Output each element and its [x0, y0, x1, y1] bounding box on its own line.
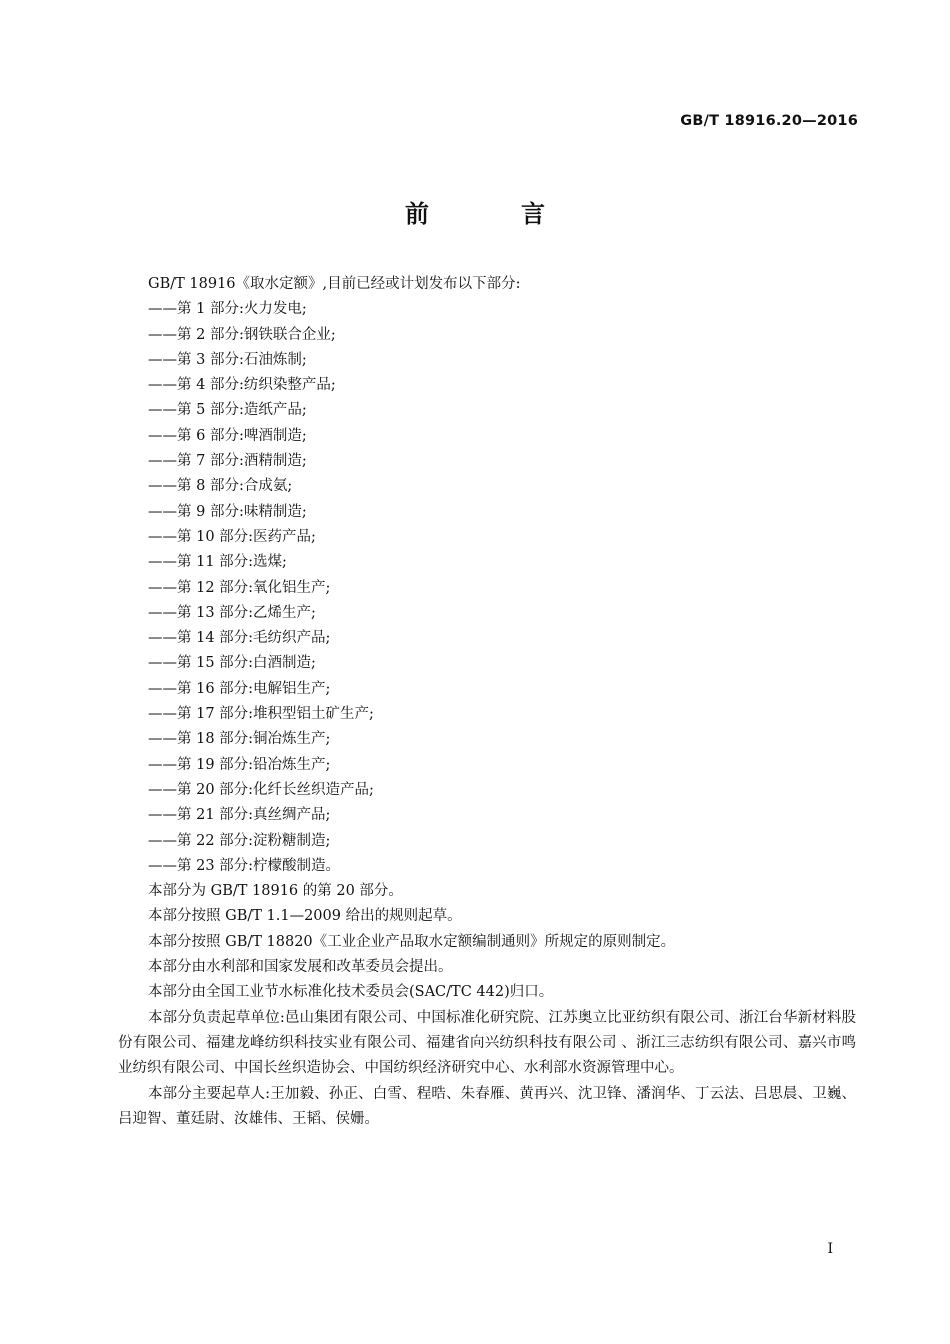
- list-item: ——第 2 部分:钢铁联合企业;: [148, 326, 336, 343]
- list-item: ——第 22 部分:淀粉糖制造;: [148, 832, 331, 849]
- list-item: ——第 21 部分:真丝绸产品;: [148, 807, 331, 824]
- list-item: ——第 7 部分:酒精制造;: [148, 453, 307, 470]
- statement-paragraph: 本部分由水利部和国家发展和改革委员会提出。: [148, 959, 453, 976]
- list-item: ——第 5 部分:造纸产品;: [148, 402, 307, 419]
- list-item: ——第 12 部分:氧化铝生产;: [148, 579, 331, 596]
- list-item: ——第 8 部分:合成氨;: [148, 478, 293, 495]
- list-item: ——第 9 部分:味精制造;: [148, 503, 307, 520]
- foreword-body: [118, 272, 856, 1132]
- statement-paragraph: 本部分按照 GB/T 18820《工业企业产品取水定额编制通则》所规定的原则制定。: [148, 933, 676, 950]
- intro-paragraph: GB/T 18916《取水定额》,目前已经或计划发布以下部分:: [148, 276, 521, 292]
- list-item: ——第 15 部分:白酒制造;: [148, 655, 316, 672]
- list-item: ——第 20 部分:化纤长丝织造产品;: [148, 781, 374, 798]
- list-item: ——第 10 部分:医药产品;: [148, 528, 316, 545]
- list-item: ——第 6 部分:啤酒制造;: [148, 427, 307, 444]
- list-item: ——第 3 部分:石油炼制;: [148, 351, 307, 368]
- list-item: ——第 16 部分:电解铝生产;: [148, 680, 331, 697]
- list-item: ——第 4 部分:纺织染整产品;: [148, 377, 336, 394]
- list-item: ——第 23 部分:柠檬酸制造。: [148, 857, 341, 874]
- page-number: I: [827, 1241, 833, 1257]
- list-item: ——第 14 部分:毛纺织产品;: [148, 630, 331, 647]
- statement-paragraph: 本部分由全国工业节水标准化技术委员会(SAC/TC 442)归口。: [148, 984, 554, 1001]
- statement-paragraph: 本部分为 GB/T 18916 的第 20 部分。: [148, 883, 403, 900]
- standard-code: GB/T 18916.20—2016: [680, 113, 858, 129]
- list-item: ——第 19 部分:铅冶炼生产;: [148, 756, 331, 773]
- parts-list: [118, 297, 856, 879]
- statement-paragraph: 本部分按照 GB/T 1.1—2009 给出的规则起草。: [148, 908, 462, 925]
- page-title: 前 言: [405, 200, 579, 228]
- drafting-units-paragraph: 本部分负责起草单位:邑山集团有限公司、中国标准化研究院、江苏奥立比亚纺织有限公司、浙江台华新材料股份有限公司、福建龙峰纺织科技实业有限公司、福建省向兴纺织科技有限公司 、浙江三志纺织有限公司、嘉兴市鸣业纺织有限公司、中国长丝织造协会、中国纺织经济研究中心、水利部水资源管理中心。: [118, 1009, 856, 1077]
- list-item: ——第 13 部分:乙烯生产;: [148, 604, 316, 621]
- drafters-paragraph: 本部分主要起草人:王加毅、孙正、白雪、程晧、朱春雁、黄再兴、沈卫锋、潘润华、丁云法、吕思晨、卫巍、吕迎智、董廷尉、汝雄伟、王韬、侯姗。: [118, 1085, 856, 1127]
- list-item: ——第 18 部分:铜冶炼生产;: [148, 731, 331, 748]
- list-item: ——第 17 部分:堆积型铝土矿生产;: [148, 706, 374, 723]
- list-item: ——第 11 部分:选煤;: [148, 554, 287, 571]
- list-item: ——第 1 部分:火力发电;: [148, 301, 307, 318]
